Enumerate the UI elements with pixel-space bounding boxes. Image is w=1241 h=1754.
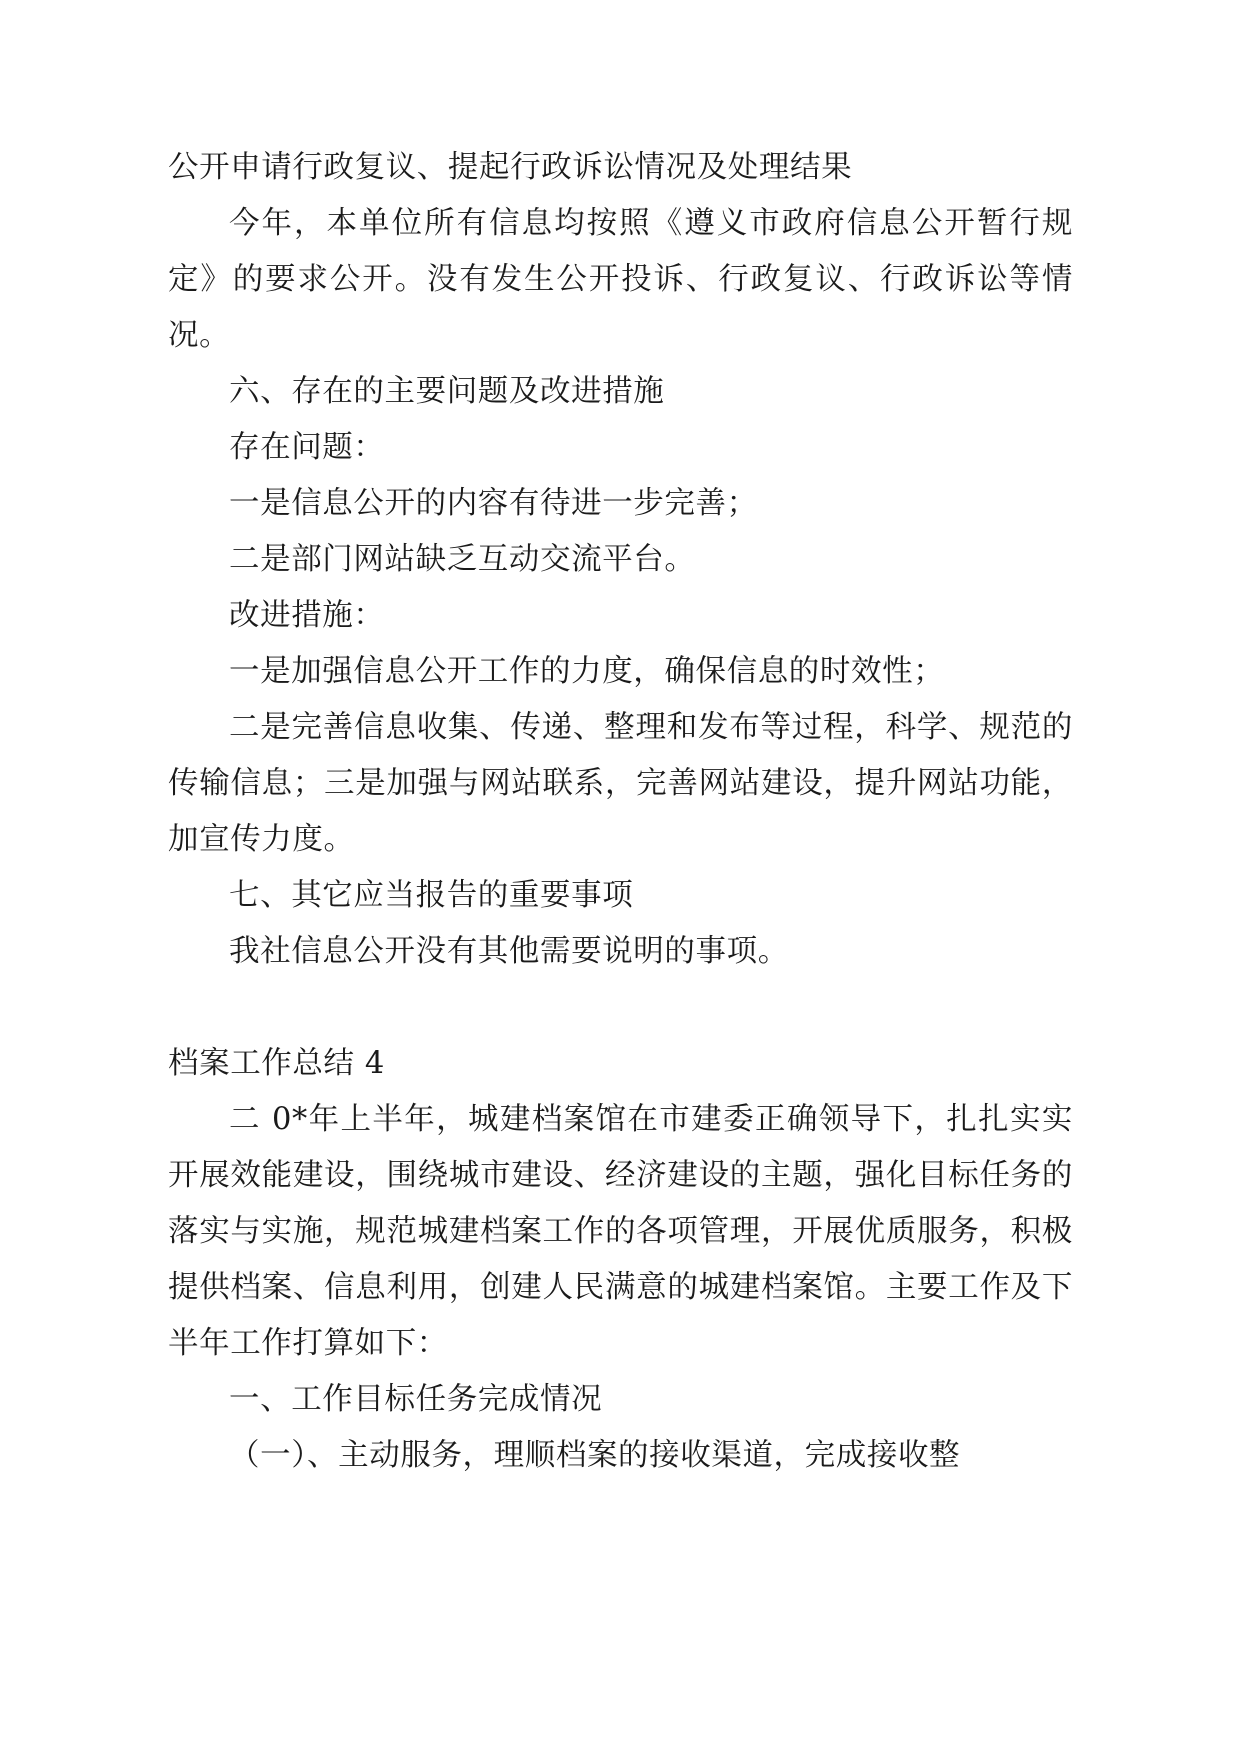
paragraph-problem-one: 一是信息公开的内容有待进一步完善；: [229, 486, 758, 521]
document-body: [168, 140, 1073, 1484]
section-heading-seven: 七、其它应当报告的重要事项: [229, 878, 634, 913]
paragraph-improvement-two: 二是完善信息收集、传递、整理和发布等过程，科学、规范的传输信息；三是加强与网站联系，完善网站建设，提升网站功能，加宣传力度。: [168, 710, 1073, 857]
document-subtitle-archive-summary: 档案工作总结 4: [168, 1046, 385, 1081]
paragraph-improvement-one: 一是加强信息公开工作的力度，确保信息的时效性；: [229, 654, 945, 689]
section-heading-one: 一、工作目标任务完成情况: [229, 1382, 603, 1417]
paragraph-archive-intro: 二 0*年上半年，城建档案馆在市建委正确领导下，扎扎实实开展效能建设，围绕城市建设、经济建设的主题，强化目标任务的落实与实施，规范城建档案工作的各项管理，开展优质服务，积极提供档案、信息利用，创建人民满意的城建档案馆。主要工作及下半年工作打算如下：: [168, 1102, 1073, 1361]
paragraph-disclosure-statement: 今年，本单位所有信息均按照《遵义市政府信息公开暂行规定》的要求公开。没有发生公开投诉、行政复议、行政诉讼等情况。: [168, 206, 1073, 353]
paragraph-heading-continued: 公开申请行政复议、提起行政诉讼情况及处理结果: [168, 150, 853, 185]
paragraph-other-matters: 我社信息公开没有其他需要说明的事项。: [229, 934, 789, 969]
paragraph-existing-problems-label: 存在问题：: [229, 430, 385, 465]
paragraph-problem-two: 二是部门网站缺乏互动交流平台。: [229, 542, 696, 577]
section-spacer: [168, 980, 1073, 1036]
section-heading-six: 六、存在的主要问题及改进措施: [229, 374, 665, 409]
paragraph-subsection-one: （一）、主动服务，理顺档案的接收渠道，完成接收整: [229, 1438, 961, 1473]
paragraph-improvement-label: 改进措施：: [229, 598, 385, 633]
